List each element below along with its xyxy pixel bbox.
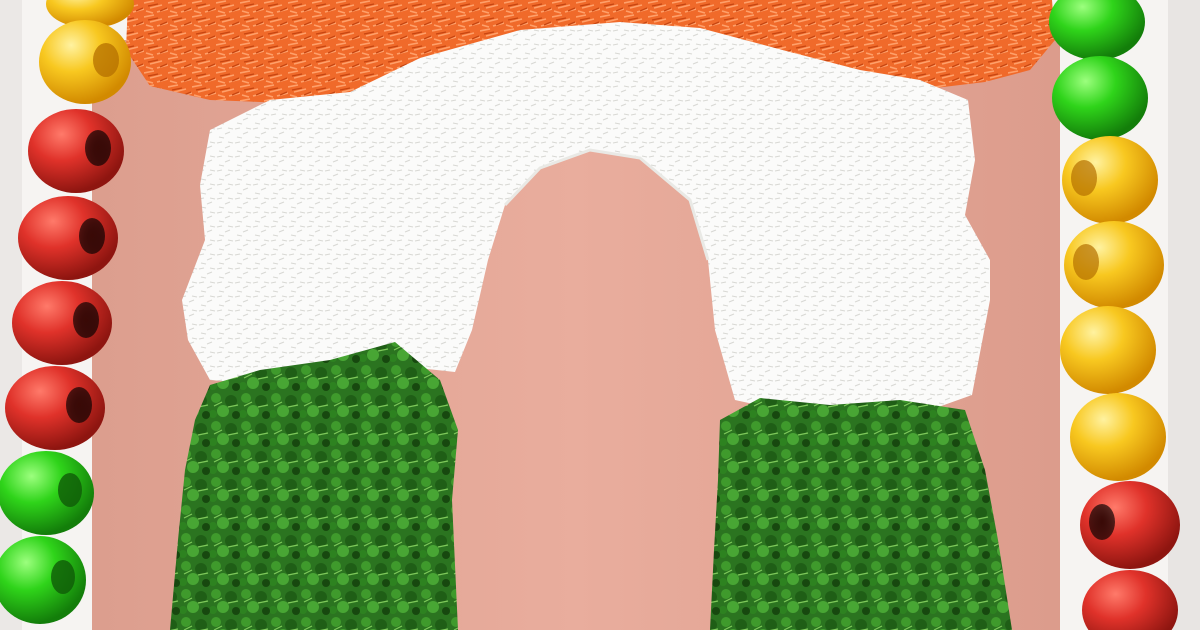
bead-yellow bbox=[1062, 136, 1158, 224]
coriander-pillar-right bbox=[710, 398, 1012, 630]
bead-red bbox=[18, 196, 118, 280]
bead-red bbox=[12, 281, 112, 365]
bead-red bbox=[5, 366, 105, 450]
bead-red bbox=[1080, 481, 1180, 569]
bead-yellow bbox=[1060, 306, 1156, 394]
bead-green bbox=[0, 451, 94, 535]
bead-green bbox=[1052, 56, 1148, 140]
bead-yellow bbox=[39, 20, 131, 104]
coriander-pillar-left bbox=[170, 342, 458, 630]
bead-yellow bbox=[1070, 393, 1166, 481]
bead-yellow bbox=[1064, 221, 1164, 309]
bead-red bbox=[28, 109, 124, 193]
